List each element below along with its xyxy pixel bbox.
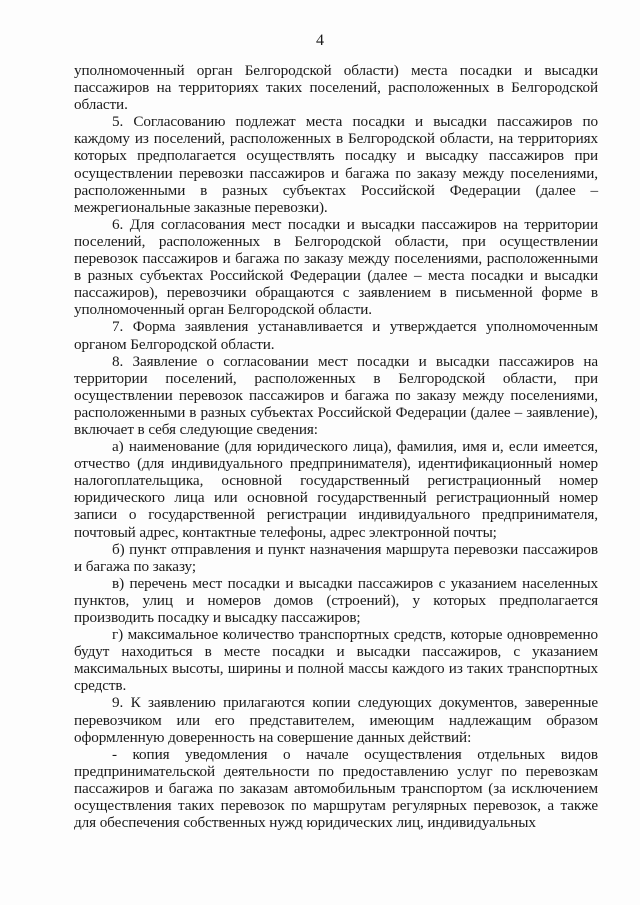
paragraph-item-8: 8. Заявление о согласовании мест посадки и высадки пассажиров на территории поселений, расположенных в Белгородской области, при осуществлении перевозок пассажиров и багажа по заказу между поселениями, расположенными в разных субъектах Российской Федерации (далее – заявление), включает в себя следующие сведения: xyxy=(74,352,598,438)
paragraph-item-5: 5. Согласованию подлежат места посадки и высадки пассажиров по каждому из поселений, расположенных в Белгородской области, на территориях которых предполагается осуществлять посадку и высадку пассажиров при осуществлении перевозки пассажиров и багажа по заказу между поселениями, расположенными в разных субъектах Российской Федерации (далее – межрегиональные заказные перевозки). xyxy=(74,113,598,216)
paragraph-item-6: 6. Для согласования мест посадки и высадки пассажиров на территории поселений, расположенных в Белгородской области, при осуществлении перевозок пассажиров и багажа по заказу между поселениями, расположенными в разных субъектах Российской Федерации (далее – места посадки и высадки пассажиров), перевозчики обращаются с заявлением в письменной форме в уполномоченный орган Белгородской области. xyxy=(74,215,598,319)
paragraph-item-7: 7. Форма заявления устанавливается и утверждается уполномоченным органом Белгородской области. xyxy=(74,318,598,353)
paragraph-continuation: уполномоченный орган Белгородской области) места посадки и высадки пассажиров на территориях таких поселений, расположенных в Белгородской области. xyxy=(74,62,598,114)
page-number: 4 xyxy=(316,32,324,49)
subitem-a: а) наименование (для юридического лица), фамилия, имя и, если имеется, отчество (для индивидуального предпринимателя), идентификационный номер налогоплательщика, основной государственный регистрационный номер юридического лица или основной государственный регистрационный номер записи о государственной регистрации индивидуального предпринимателя, почтовый адрес, контактные телефоны, адрес электронной почты; xyxy=(74,438,598,541)
subitem-b: б) пункт отправления и пункт назначения маршрута перевозки пассажиров и багажа по заказу; xyxy=(74,540,598,575)
paragraph-item-9: 9. К заявлению прилагаются копии следующих документов, заверенные перевозчиком или его представителем, имеющим надлежащим образом оформленную доверенность на совершение данных действий: xyxy=(74,694,598,746)
document-body xyxy=(74,62,598,831)
subitem-v: в) перечень мест посадки и высадки пассажиров с указанием населенных пунктов, улиц и номеров домов (строений), у которых предполагается производить посадку и высадку пассажиров; xyxy=(74,574,598,626)
subitem-g: г) максимальное количество транспортных средств, которые одновременно будут находиться в месте посадки и высадки пассажиров, с указанием максимальных высоты, ширины и полной массы каждого из таких транспортных средств. xyxy=(74,626,598,695)
dash-list-item: - копия уведомления о начале осуществления отдельных видов предпринимательской деятельности по предоставлению услуг по перевозкам пассажиров и багажа по заказам автомобильным транспортом (за исключением осуществления таких перевозок по маршрутам регулярных перевозок, а также для обеспечения собственных нужд юридических лиц, индивидуальных xyxy=(74,745,598,832)
